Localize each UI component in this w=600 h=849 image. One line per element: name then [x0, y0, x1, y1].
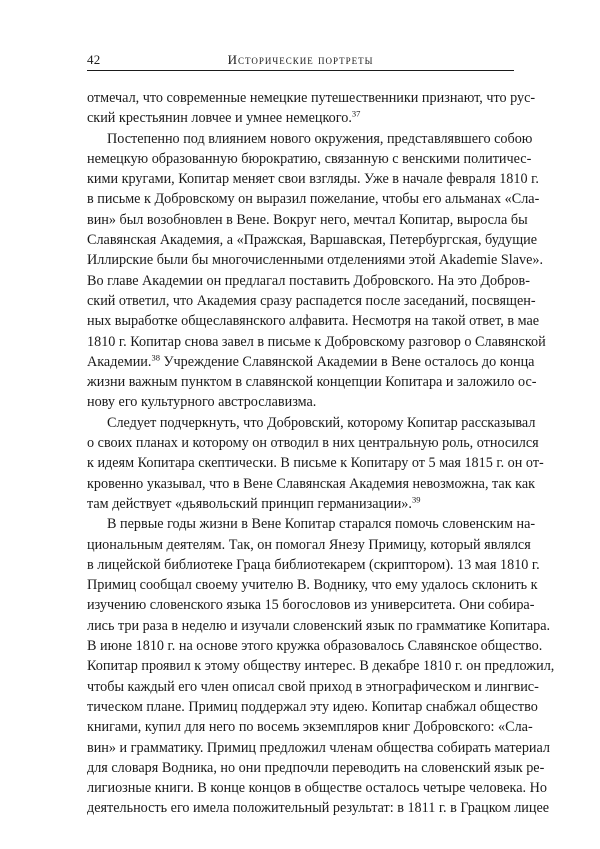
text-line [87, 717, 533, 737]
line-text: Примиц сообщал своему учителю В. Воднику, что ему удалось склонить к [87, 577, 538, 594]
line-text: чтобы каждый его член описал свой приход в этнографическом и лингвис- [87, 678, 539, 695]
text-line [87, 575, 538, 595]
text-line [87, 271, 530, 291]
text-line [87, 230, 538, 250]
text-line [87, 433, 539, 453]
text-line [87, 291, 536, 311]
line-text: Иллирские были бы многочисленными отделениями этой Akademie Slave». [87, 252, 544, 269]
line-text: для словаря Водника, но они предпочли переводить на словенский язык ре- [87, 759, 545, 776]
text-line [87, 555, 540, 575]
text-line [87, 758, 545, 778]
line-text: изучению словенского языка 15 богословов из университета. Они собира- [87, 597, 535, 614]
text-line [87, 778, 547, 798]
line-text: лигиозные книги. В конце концов в обществе осталось четыре человека. Но [87, 780, 547, 797]
text-line [87, 332, 546, 352]
text-line [87, 210, 528, 230]
text-line [87, 88, 536, 108]
line-text: о своих планах и которому он отводил в них центральную роль, относился [87, 435, 539, 452]
line-text: ных выработке общеславянского алфавита. Несмотря на такой ответ, в мае [87, 313, 540, 330]
page-number: 42 [87, 52, 101, 67]
text-line [87, 738, 551, 758]
line-text: жизни важным пунктом в славянской концепции Копитара и заложило ос- [87, 374, 537, 391]
text-line [87, 413, 536, 433]
text-line [87, 169, 539, 189]
line-text: там действует «дьявольский принцип германизации». [87, 495, 412, 512]
line-text: книгами, купил для него по восемь экземпляров книг Добровского: «Сла- [87, 719, 533, 736]
line-text-continued: Учреждение Славянской Академии в Вене осталось до конца [159, 353, 535, 370]
text-line [87, 636, 543, 656]
text-line [87, 453, 544, 473]
text-line [87, 656, 555, 676]
text-line [87, 311, 540, 331]
line-text: в письме к Добровскому он выразил пожелание, чтобы его альманах «Сла- [87, 191, 540, 208]
text-line [87, 595, 535, 615]
line-text: тическом плане. Примиц поддержал эту идею. Копитар снабжал общество [87, 698, 538, 715]
line-text: нову его культурного австрославизма. [87, 394, 317, 411]
text-line [87, 372, 537, 392]
text-line [87, 616, 551, 636]
line-text: лись три раза в неделю и изучали словенский язык по грамматике Копитара. [87, 617, 551, 634]
running-header [87, 50, 514, 71]
body-text [87, 88, 555, 819]
text-line [87, 108, 514, 128]
line-text: Постепенно под влиянием нового окружения, представлявшего собою [107, 130, 533, 147]
running-title: Исторические портреты [227, 52, 374, 67]
line-text: вин» был возобновлен в Вене. Вокруг него, мечтал Копитар, выросла бы [87, 211, 528, 228]
line-text: деятельность его имела положительный результат: в 1811 г. в Грацком лицее [87, 800, 550, 817]
line-text: ский крестьянин ловчее и умнее немецкого. [87, 110, 352, 127]
text-line [87, 514, 536, 534]
text-line [87, 129, 533, 149]
text-line [87, 189, 540, 209]
line-text: Следует подчеркнуть, что Добровский, которому Копитар рассказывал [107, 414, 536, 431]
line-text: Академии. [87, 353, 152, 370]
footnote-marker[interactable]: 39 [411, 494, 421, 505]
line-text: вин» и грамматику. Примиц предложил членам общества собирать материал [87, 739, 551, 756]
line-text: 1810 г. Копитар снова завел в письме к Добровскому разговор о Славянской [87, 333, 546, 350]
line-text: кими кругами, Копитар меняет свои взгляды. Уже в начале февраля 1810 г. [87, 171, 539, 188]
text-line [87, 677, 539, 697]
text-line [87, 250, 544, 270]
text-line [87, 535, 531, 555]
line-text: В июне 1810 г. на основе этого кружка образовалось Славянское общество. [87, 638, 543, 655]
line-text: Копитар проявил к этому обществу интерес. В декабре 1810 г. он предложил, [87, 658, 555, 675]
line-text: кровенно указывал, что в Вене Славянская Академия невозможна, так как [87, 475, 536, 492]
footnote-marker[interactable]: 38 [151, 352, 160, 363]
line-text: ский ответил, что Академия сразу распадется после заседаний, посвящен- [87, 292, 536, 309]
text-line [87, 149, 532, 169]
line-text: Во главе Академии он предлагал поставить Добровского. На это Добров- [87, 272, 530, 289]
text-line [87, 697, 538, 717]
line-text: к идеям Копитара скептически. В письме к Копитару от 5 мая 1815 г. он от- [87, 455, 544, 472]
line-text: отмечал, что современные немецкие путешественники признают, что рус- [87, 90, 536, 106]
line-text: циональным деятелям. Так, он помогал Янезу Примицу, который являлся [87, 536, 531, 553]
text-line [87, 798, 550, 818]
text-line [87, 352, 535, 372]
line-text: Славянская Академия, а «Пражская, Варшавская, Петербургская, будущие [87, 232, 538, 249]
line-text: немецкую образованную бюрократию, связанную с венскими политичес- [87, 150, 532, 167]
text-line [87, 392, 514, 412]
text-line [87, 494, 514, 514]
text-line [87, 474, 536, 494]
line-text: в лицейской библиотеке Граца библиотекарем (скриптором). 13 мая 1810 г. [87, 556, 540, 573]
footnote-marker[interactable]: 37 [351, 108, 361, 119]
line-text: В первые годы жизни в Вене Копитар старался помочь словенским на- [107, 516, 536, 533]
